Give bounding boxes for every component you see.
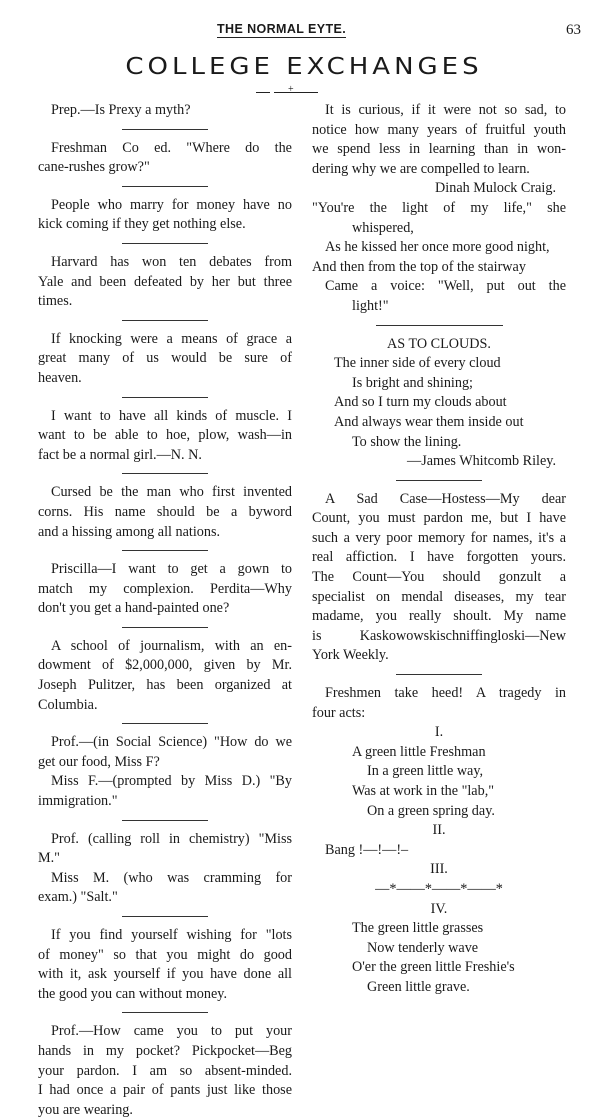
text-line: O'er the green little Freshie's: [352, 959, 515, 976]
text-line: cane-rushes grow?": [38, 159, 150, 176]
text-line: heaven.: [38, 369, 82, 386]
text-line: notice how many years of fruitful youth: [312, 121, 566, 138]
text-line: hands in my pocket? Pickpocket—Beg: [38, 1042, 292, 1059]
left-column: [38, 101, 292, 1120]
text-line: Freshman Co ed. "Where do the: [51, 139, 292, 156]
text-line: Dinah Mulock Craig.: [435, 180, 556, 197]
text-line: specialist on mendal diseases, my tear: [312, 588, 566, 605]
text-line: —James Whitcomb Riley.: [407, 453, 556, 470]
text-line: Yale and been defeated by her but three: [38, 273, 292, 290]
text-line: want to be able to hoe, plow, wash—in: [38, 427, 292, 444]
separator-rule: [38, 812, 292, 830]
text-line: four acts:: [312, 704, 366, 721]
text-line: AS TO CLOUDS.: [387, 335, 491, 352]
text-line: Is bright and shining;: [352, 374, 473, 391]
text-line: such a very poor memory for names, it's a: [312, 529, 566, 546]
text-line: York Weekly.: [312, 647, 389, 664]
text-line: Joseph Pulitzer, has been organized at: [38, 677, 292, 694]
separator-rule: [38, 235, 292, 253]
text-line: The inner side of every cloud: [334, 355, 501, 372]
separator-rule: [38, 389, 292, 407]
text-line: the good you can without money.: [38, 985, 228, 1002]
text-line: I.: [434, 724, 444, 741]
text-line: And then from the top of the stairway: [312, 258, 526, 275]
text-line: with it, ask yourself if you have done all: [38, 966, 292, 983]
text-line: M.": [38, 850, 60, 867]
text-line: Columbia.: [38, 696, 98, 713]
text-line: whispered,: [352, 219, 414, 236]
text-line: fact be a normal girl.—N. N.: [38, 446, 202, 463]
text-line: And so I turn my clouds about: [334, 394, 507, 411]
text-line: Miss M. (who was cramming for: [51, 869, 292, 886]
text-line: A Sad Case—Hostess—My dear: [325, 490, 566, 507]
text-line: madame, you really shoult. My name: [312, 608, 566, 625]
separator-rule: [38, 715, 292, 733]
text-line: II.: [432, 822, 446, 839]
text-line: On a green spring day.: [367, 802, 495, 819]
text-line: It is curious, if it were not so sad, to: [325, 102, 566, 118]
text-line: The Count—You should gonzult a: [312, 569, 566, 586]
text-line: light!": [352, 297, 389, 314]
text-line: If you find yourself wishing for "lots: [51, 927, 292, 943]
text-line: Miss F.—(prompted by Miss D.) "By: [51, 773, 292, 790]
text-line: Now tenderly wave: [367, 939, 479, 956]
running-header: [0, 22, 608, 42]
separator-rule: [312, 666, 566, 684]
separator-rule: [312, 317, 566, 335]
text-line: times.: [38, 293, 73, 310]
text-line: immigration.": [38, 793, 118, 810]
text-line: Green little grave.: [367, 978, 470, 995]
text-line: Was at work in the "lab,": [352, 783, 495, 799]
text-line: corns. His name should be a byword: [38, 503, 292, 520]
text-line: I had once a pair of pants just like those: [38, 1082, 292, 1099]
text-line: The green little grasses: [352, 920, 484, 937]
text-line: your pardon. I am so absent-minded.: [38, 1062, 292, 1079]
text-line: Prof. (calling roll in chemistry) "Miss: [51, 830, 292, 847]
separator-rule: [38, 908, 292, 926]
text-line: Priscilla—I want to get a gown to: [51, 561, 292, 578]
text-line: If knocking were a means of grace a: [51, 330, 292, 347]
text-line: Prof.—(in Social Science) "How do we: [51, 734, 292, 751]
text-line: IV.: [430, 900, 448, 917]
text-line: And always wear them inside out: [334, 413, 524, 430]
separator-rule: [38, 619, 292, 637]
text-line: real affiction. I have forgotten yours.: [312, 549, 566, 566]
separator-rule: [38, 178, 292, 196]
text-line: "You're the light of my life," she: [312, 199, 566, 216]
text-line: A school of journalism, with an en-: [51, 637, 292, 654]
text-line: great many of us would be sure of: [38, 350, 292, 367]
text-line: A green little Freshman: [352, 743, 486, 760]
separator-rule: [38, 121, 292, 139]
text-line: kick coming if they get nothing else.: [38, 216, 246, 233]
ornament-cross: +: [288, 84, 294, 95]
text-line: Prof.—How came you to put your: [51, 1023, 292, 1040]
text-line: Prep.—Is Prexy a myth?: [51, 102, 191, 118]
text-line: you are wearing.: [38, 1101, 133, 1118]
text-line: don't you get a hand-painted one?: [38, 600, 230, 617]
text-line: I want to have all kinds of muscle. I: [51, 407, 292, 424]
text-line: People who marry for money have no: [51, 196, 292, 213]
separator-rule: [38, 465, 292, 483]
running-title: THE NORMAL EYTE.: [217, 22, 347, 36]
text-line: Came a voice: "Well, put out the: [325, 278, 566, 295]
text-line: of money" so that you might do good: [38, 946, 292, 963]
text-line: exam.) "Salt.": [38, 889, 118, 906]
separator-rule: [38, 312, 292, 330]
separator-rule: [38, 1004, 292, 1022]
text-line: —*——*——*——*: [375, 880, 503, 897]
right-column: [312, 101, 566, 998]
text-line: we spend less in learning than in won-: [312, 141, 566, 158]
text-line: III.: [430, 861, 448, 878]
page-number: 63: [566, 22, 581, 38]
page-title: COLLEGE EXCHANGES: [125, 53, 483, 81]
separator-rule: [312, 472, 566, 490]
text-line: Cursed be the man who first invented: [51, 484, 292, 501]
text-line: and a hissing among all nations.: [38, 523, 221, 540]
text-line: dering why we are compelled to learn.: [312, 160, 530, 177]
text-line: match my complexion. Perdita—Why: [38, 580, 292, 597]
text-line: is Kaskowowskischniffingloski—New: [312, 627, 566, 644]
text-line: Harvard has won ten debates from: [51, 253, 292, 270]
text-line: Count, you must pardon me, but I have: [312, 510, 566, 527]
text-line: To show the lining.: [352, 433, 462, 450]
title-ornament: [256, 84, 336, 95]
text-line: dowment of $2,000,000, given by Mr.: [38, 657, 292, 674]
text-line: get our food, Miss F?: [38, 753, 160, 770]
separator-rule: [38, 542, 292, 560]
text-line: As he kissed her once more good night,: [325, 239, 550, 256]
text-line: In a green little way,: [367, 763, 484, 780]
text-line: Bang !—!—!–: [325, 841, 409, 858]
text-line: Freshmen take heed! A tragedy in: [325, 685, 566, 702]
